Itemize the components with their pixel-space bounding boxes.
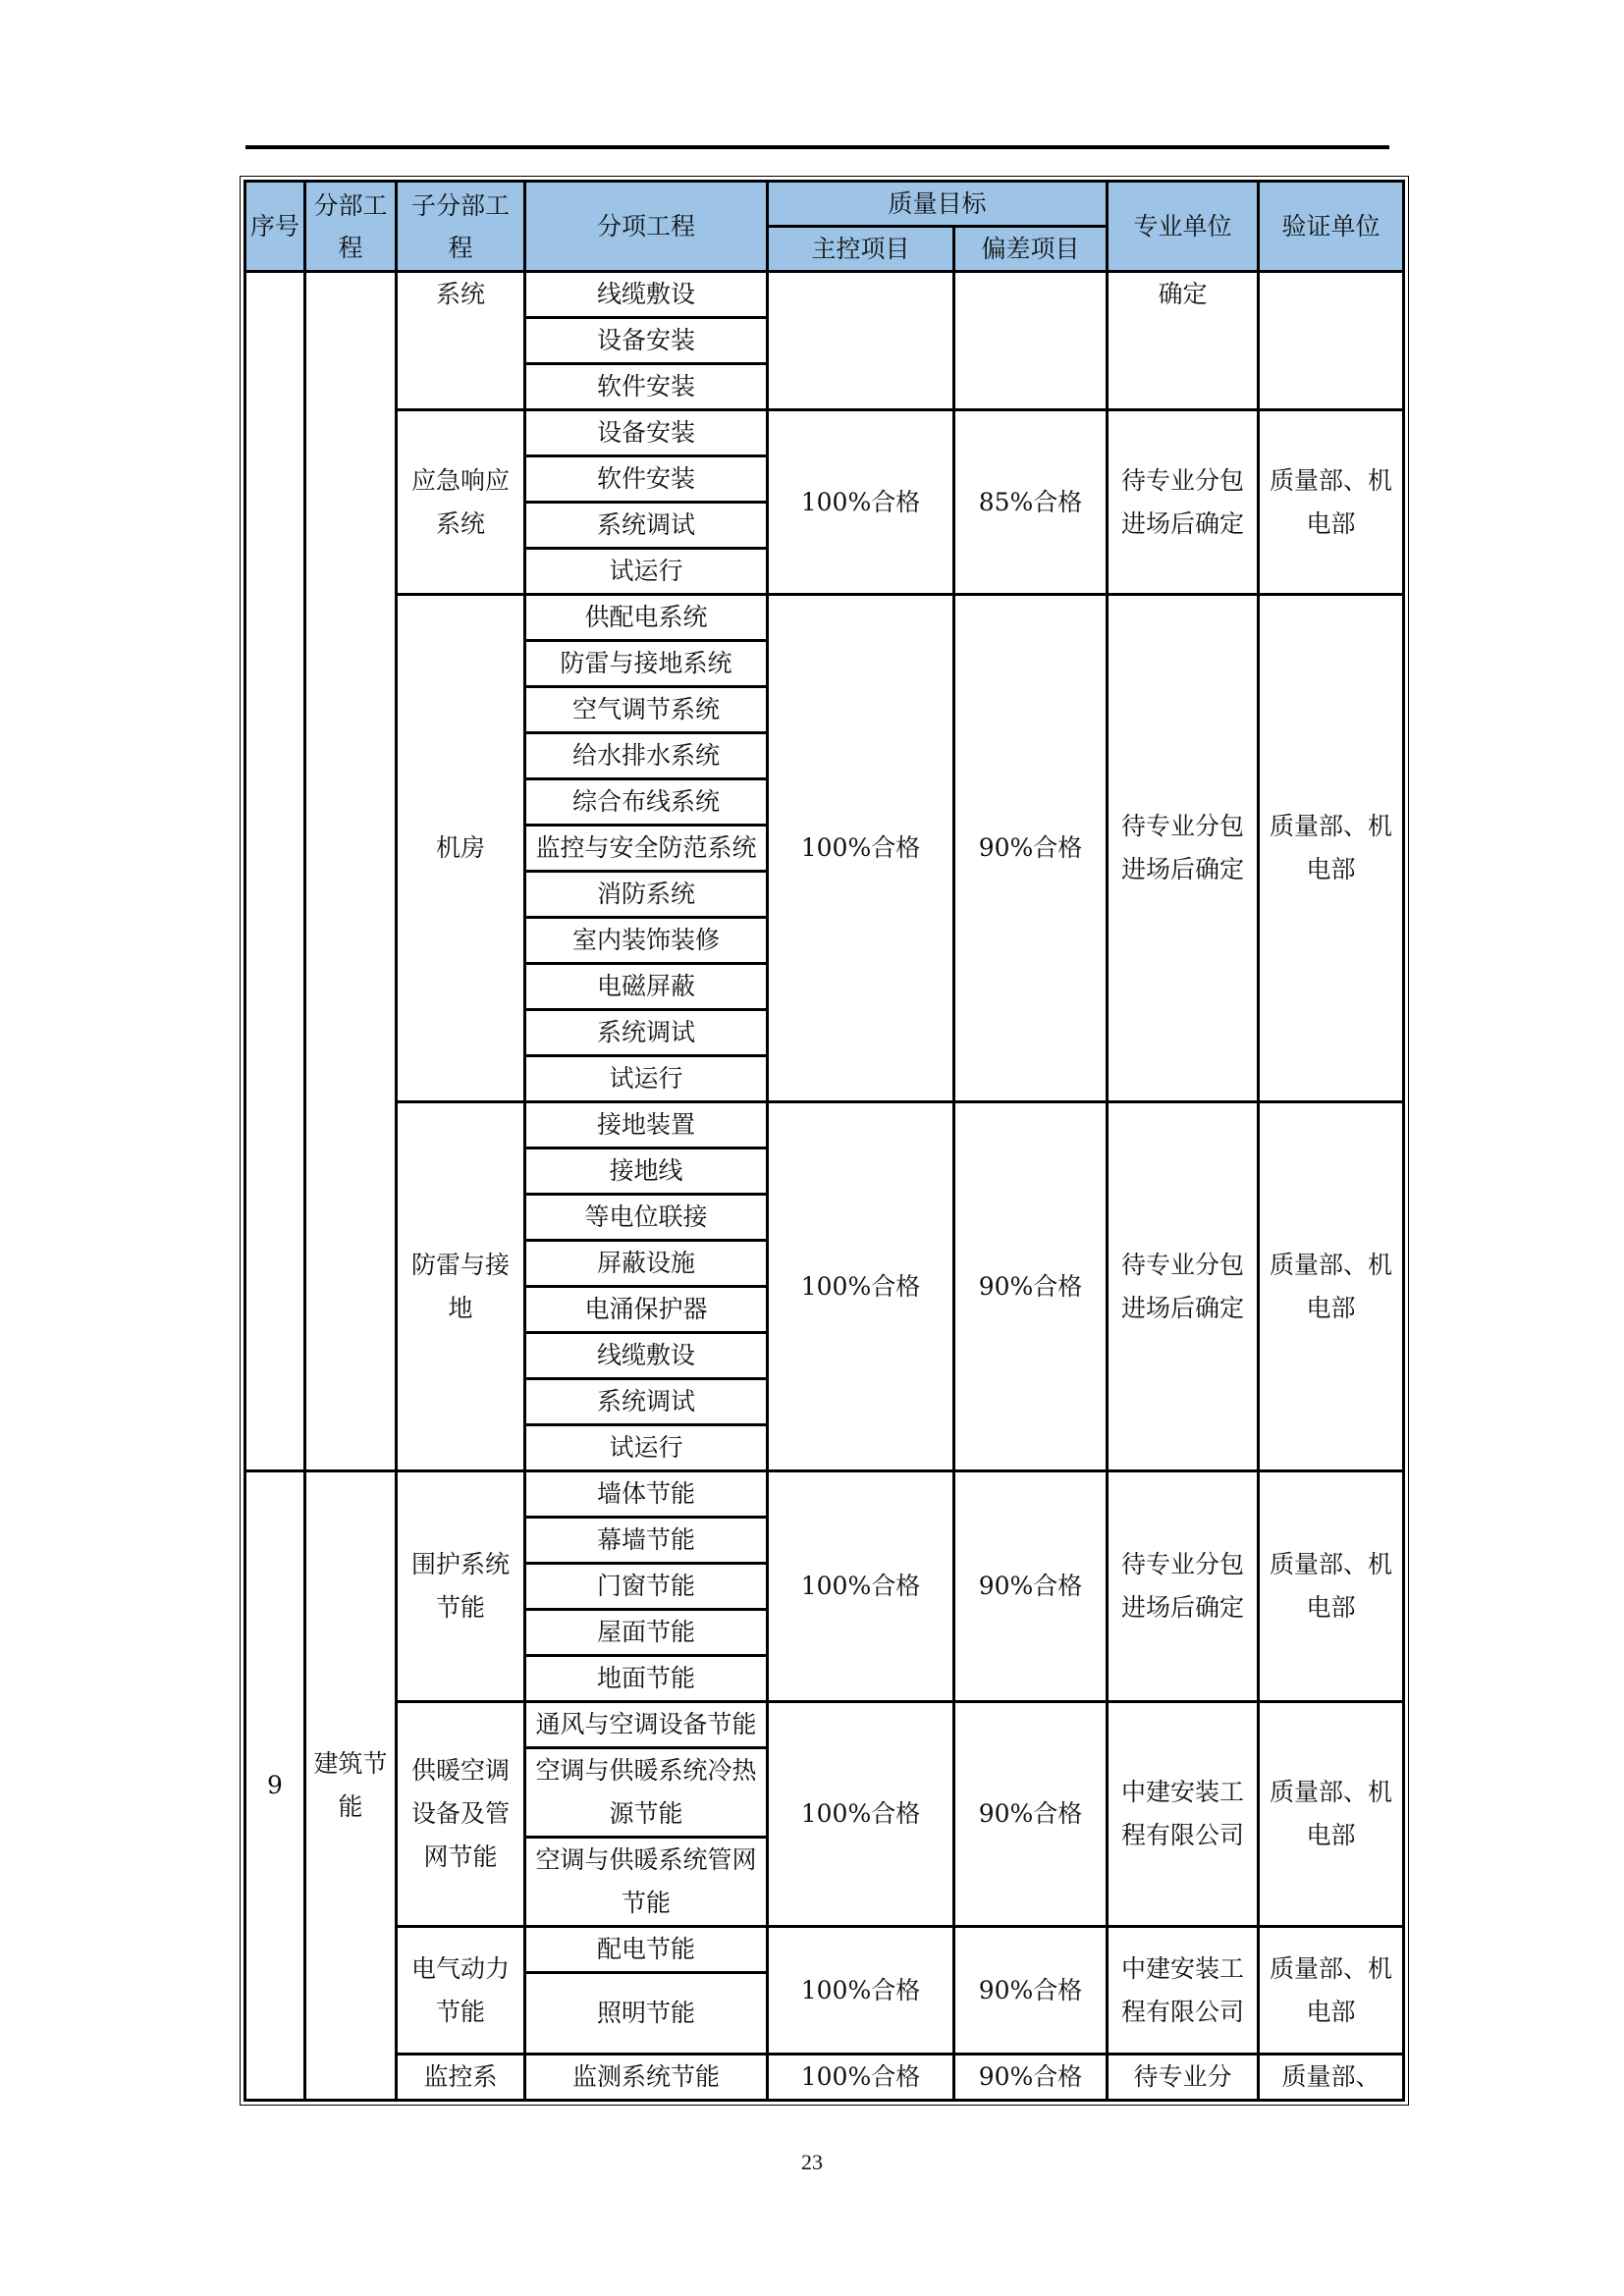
item-cell: 空调与供暖系统管网节能 [525, 1838, 768, 1927]
deviation-cell: 90%合格 [954, 595, 1108, 1102]
table-row [245, 1702, 1404, 1748]
item-cell: 通风与空调设备节能 [525, 1702, 768, 1748]
seq-cell: 9 [245, 1471, 305, 2101]
division-cell [305, 272, 397, 1471]
item-cell: 监控与安全防范系统 [525, 826, 768, 872]
deviation-cell: 90%合格 [954, 1927, 1108, 2055]
verify-unit-cell: 质量部、机电部 [1259, 1702, 1404, 1927]
item-cell: 地面节能 [525, 1656, 768, 1702]
table-row [245, 1927, 1404, 1973]
specialty-unit-cell: 待专业分 [1108, 2055, 1259, 2101]
item-cell: 照明节能 [525, 1973, 768, 2055]
table-row [245, 2055, 1404, 2101]
table-row [245, 410, 1404, 456]
main-control-cell: 100%合格 [768, 2055, 954, 2101]
item-cell: 幕墙节能 [525, 1518, 768, 1564]
verify-unit-cell: 质量部、机电部 [1259, 595, 1404, 1102]
deviation-cell: 90%合格 [954, 1702, 1108, 1927]
col-header-specialty-unit: 专业单位 [1108, 182, 1259, 272]
item-cell: 消防系统 [525, 872, 768, 918]
item-cell: 屋面节能 [525, 1610, 768, 1656]
item-cell: 软件安装 [525, 364, 768, 410]
main-control-cell: 100%合格 [768, 410, 954, 595]
main-control-cell: 100%合格 [768, 1927, 954, 2055]
item-cell: 综合布线系统 [525, 779, 768, 826]
specialty-unit-cell: 中建安装工程有限公司 [1108, 1927, 1259, 2055]
subdivision-cell: 电气动力节能 [397, 1927, 525, 2055]
item-cell: 系统调试 [525, 1379, 768, 1425]
deviation-cell: 85%合格 [954, 410, 1108, 595]
item-cell: 线缆敷设 [525, 272, 768, 318]
table-row [245, 1471, 1404, 1518]
specialty-unit-cell: 确定 [1108, 272, 1259, 410]
division-cell: 建筑节能 [305, 1471, 397, 2101]
verify-unit-cell: 质量部、 [1259, 2055, 1404, 2101]
verify-unit-cell: 质量部、机电部 [1259, 1471, 1404, 1702]
table-row [245, 1102, 1404, 1148]
col-header-item: 分项工程 [525, 182, 768, 272]
verify-unit-cell [1259, 272, 1404, 410]
subdivision-cell: 围护系统节能 [397, 1471, 525, 1702]
col-header-division: 分部工程 [305, 182, 397, 272]
deviation-cell: 90%合格 [954, 2055, 1108, 2101]
specialty-unit-cell: 待专业分包进场后确定 [1108, 1471, 1259, 1702]
col-header-verify-unit: 验证单位 [1259, 182, 1404, 272]
main-control-cell: 100%合格 [768, 1702, 954, 1927]
table-row [245, 272, 1404, 318]
item-cell: 电涌保护器 [525, 1287, 768, 1333]
col-header-deviation: 偏差项目 [954, 227, 1108, 272]
item-cell: 软件安装 [525, 456, 768, 503]
item-cell: 防雷与接地系统 [525, 641, 768, 687]
subdivision-cell: 系统 [397, 272, 525, 410]
col-header-quality-target: 质量目标 [768, 182, 1108, 227]
item-cell: 试运行 [525, 549, 768, 595]
item-cell: 给水排水系统 [525, 733, 768, 779]
specialty-unit-cell: 待专业分包进场后确定 [1108, 595, 1259, 1102]
item-cell: 接地装置 [525, 1102, 768, 1148]
main-control-cell [768, 272, 954, 410]
specialty-unit-cell: 待专业分包进场后确定 [1108, 1102, 1259, 1471]
subdivision-cell: 防雷与接地 [397, 1102, 525, 1471]
verify-unit-cell: 质量部、机电部 [1259, 1102, 1404, 1471]
item-cell: 系统调试 [525, 503, 768, 549]
deviation-cell: 90%合格 [954, 1102, 1108, 1471]
table-row [245, 595, 1404, 641]
item-cell: 空调与供暖系统冷热源节能 [525, 1748, 768, 1838]
item-cell: 试运行 [525, 1056, 768, 1102]
item-cell: 监测系统节能 [525, 2055, 768, 2101]
item-cell: 设备安装 [525, 318, 768, 364]
page-number: 23 [801, 2150, 823, 2174]
item-cell: 供配电系统 [525, 595, 768, 641]
deviation-cell: 90%合格 [954, 1471, 1108, 1702]
item-cell: 室内装饰装修 [525, 918, 768, 964]
verify-unit-cell: 质量部、机电部 [1259, 410, 1404, 595]
item-cell: 等电位联接 [525, 1195, 768, 1241]
item-cell: 设备安装 [525, 410, 768, 456]
header-rule [245, 145, 1389, 149]
item-cell: 系统调试 [525, 1010, 768, 1056]
specialty-unit-cell: 中建安装工程有限公司 [1108, 1702, 1259, 1927]
verify-unit-cell: 质量部、机电部 [1259, 1927, 1404, 2055]
seq-cell [245, 272, 305, 1471]
item-cell: 屏蔽设施 [525, 1241, 768, 1287]
subdivision-cell: 机房 [397, 595, 525, 1102]
subdivision-cell: 供暖空调设备及管网节能 [397, 1702, 525, 1927]
item-cell: 墙体节能 [525, 1471, 768, 1518]
col-header-subdivision: 子分部工程 [397, 182, 525, 272]
main-control-cell: 100%合格 [768, 1102, 954, 1471]
subdivision-cell: 监控系 [397, 2055, 525, 2101]
deviation-cell [954, 272, 1108, 410]
item-cell: 试运行 [525, 1425, 768, 1471]
col-header-seq: 序号 [245, 182, 305, 272]
item-cell: 配电节能 [525, 1927, 768, 1973]
item-cell: 电磁屏蔽 [525, 964, 768, 1010]
specialty-unit-cell: 待专业分包进场后确定 [1108, 410, 1259, 595]
item-cell: 接地线 [525, 1148, 768, 1195]
col-header-main-control: 主控项目 [768, 227, 954, 272]
item-cell: 空气调节系统 [525, 687, 768, 733]
main-control-cell: 100%合格 [768, 595, 954, 1102]
item-cell: 门窗节能 [525, 1564, 768, 1610]
main-control-cell: 100%合格 [768, 1471, 954, 1702]
item-cell: 线缆敷设 [525, 1333, 768, 1379]
subdivision-cell: 应急响应系统 [397, 410, 525, 595]
quality-target-table [244, 180, 1405, 2102]
